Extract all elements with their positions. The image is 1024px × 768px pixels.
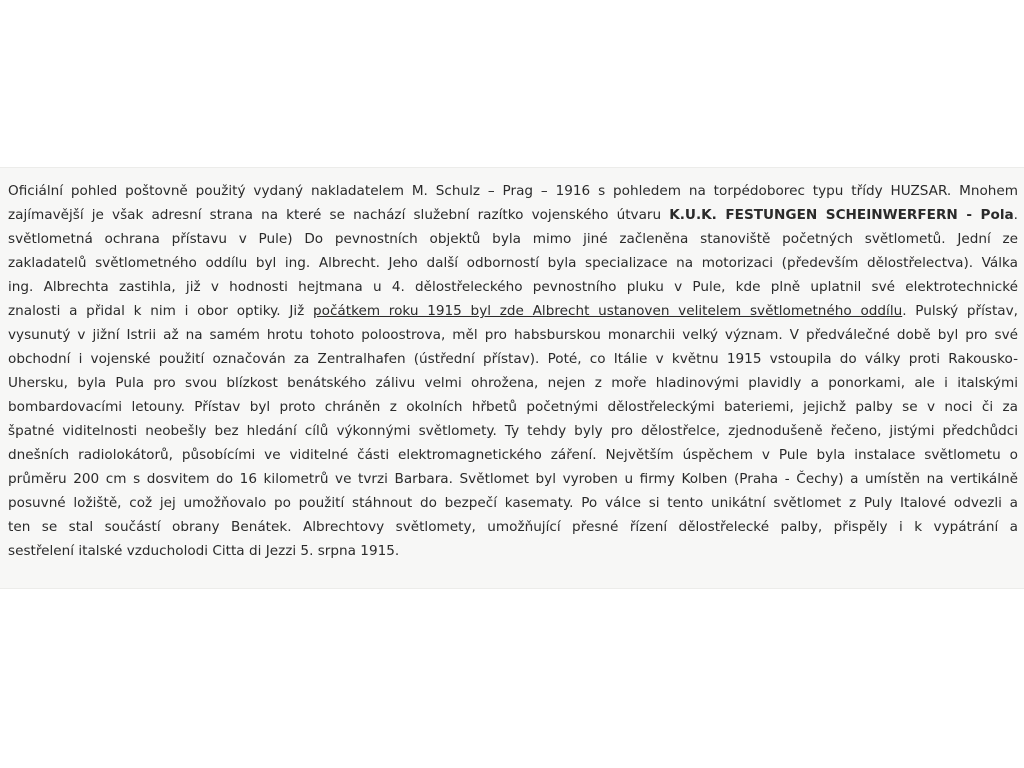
text-run: Uhersku, byla Pula pro svou blízkost benátského zálivu velmi ohrožena, nejen z moře hladinovými plavidly a ponorkami, ale i italskými bbox=[8, 375, 1018, 391]
text-run: ing. Albrechta zastihla, již v hodnosti hejtmana u 4. dělostřeleckého pevnostního pluku v Pule, kde plně uplatnil své elektrotechnické bbox=[8, 279, 1018, 295]
text-run: zajímavější je však adresní strana na které se nachází služební razítko vojenského útvaru bbox=[8, 207, 670, 223]
text-run: znalosti a přidal k nim i obor optiky. Již bbox=[8, 303, 313, 319]
text-line bbox=[8, 179, 1018, 203]
text-line bbox=[8, 419, 1018, 443]
document-text bbox=[8, 179, 1018, 563]
text-run: bombardovacími letouny. Přístav byl proto chráněn z okolních hřbetů početnými dělostřeleckými bateriemi, jejichž palby se v noci či za bbox=[8, 399, 1018, 415]
text-line bbox=[8, 515, 1018, 539]
text-line bbox=[8, 203, 1018, 227]
text-line bbox=[8, 395, 1018, 419]
text-run: vysunutý v jižní Istrii až na samém hrotu tohoto poloostrova, měl pro habsburskou monarchii velký význam. V předválečné době byl pro své bbox=[8, 327, 1018, 343]
text-line bbox=[8, 491, 1018, 515]
text-line bbox=[8, 443, 1018, 467]
text-line bbox=[8, 323, 1018, 347]
text-line bbox=[8, 371, 1018, 395]
text-run: sestřelení italské vzducholodi Citta di Jezzi 5. srpna 1915. bbox=[8, 543, 400, 559]
unit-name-bold: K.U.K. FESTUNGEN SCHEINWERFERN - Pola bbox=[669, 207, 1014, 223]
text-line bbox=[8, 227, 1018, 251]
text-line bbox=[8, 299, 1018, 323]
text-run: posuvné ložiště, což jej umožňovalo po použití stáhnout do bezpečí kasematy. Po válce si tento unikátní světlomet z Puly Italové odvezli a bbox=[8, 495, 1018, 511]
text-run: zakladatelů světlometného oddílu byl ing. Albrecht. Jeho další odborností byla specializace na motorizaci (především dělostřelectva). Válka bbox=[8, 255, 1018, 271]
text-run: průměru 200 cm s dosvitem do 16 kilometrů ve tvrzi Barbara. Světlomet byl vyroben u firmy Kolben (Praha - Čechy) a umístěn na vertikálně bbox=[8, 471, 1018, 487]
text-run: špatné viditelnosti neobešly bez hledání cílů výkonnými světlomety. Ty tehdy byly pro dělostřelce, zjednodušeně řečeno, jistými předchůdci bbox=[8, 423, 1018, 439]
text-run: . Pulský přístav, bbox=[902, 303, 1018, 319]
text-run: . bbox=[1013, 207, 1018, 223]
text-line bbox=[8, 467, 1018, 491]
text-run: obchodní i vojenské použití označován za Zentralhafen (ústřední přístav). Poté, co Itálie v květnu 1915 vstoupila do války proti Rakousko- bbox=[8, 351, 1018, 367]
text-line-last bbox=[8, 539, 1018, 563]
text-run: světlometná ochrana přístavu v Pule) Do pevnostních objektů byla mimo jiné začleněna stanoviště početných světlometů. Jední ze bbox=[8, 231, 1018, 247]
underlined-sentence: počátkem roku 1915 byl zde Albrecht ustanoven velitelem světlometného oddílu bbox=[313, 303, 903, 319]
text-line bbox=[8, 251, 1018, 275]
text-line bbox=[8, 347, 1018, 371]
text-run: Oficiální pohled poštovně použitý vydaný nakladatelem M. Schulz – Prag – 1916 s pohledem na torpédoborec typu třídy HUZSAR. Mnohem bbox=[8, 183, 1018, 199]
text-run: ten se stal součástí obrany Benátek. Albrechtovy světlomety, umožňující přesné řízení dělostřelecké palby, přispěly i k vypátrání a bbox=[8, 519, 1018, 535]
text-line bbox=[8, 275, 1018, 299]
text-run: dnešních radiolokátorů, působícími ve viditelné části elektromagnetického záření. Největším úspěchem v Pule byla instalace světlometu o bbox=[8, 447, 1018, 463]
